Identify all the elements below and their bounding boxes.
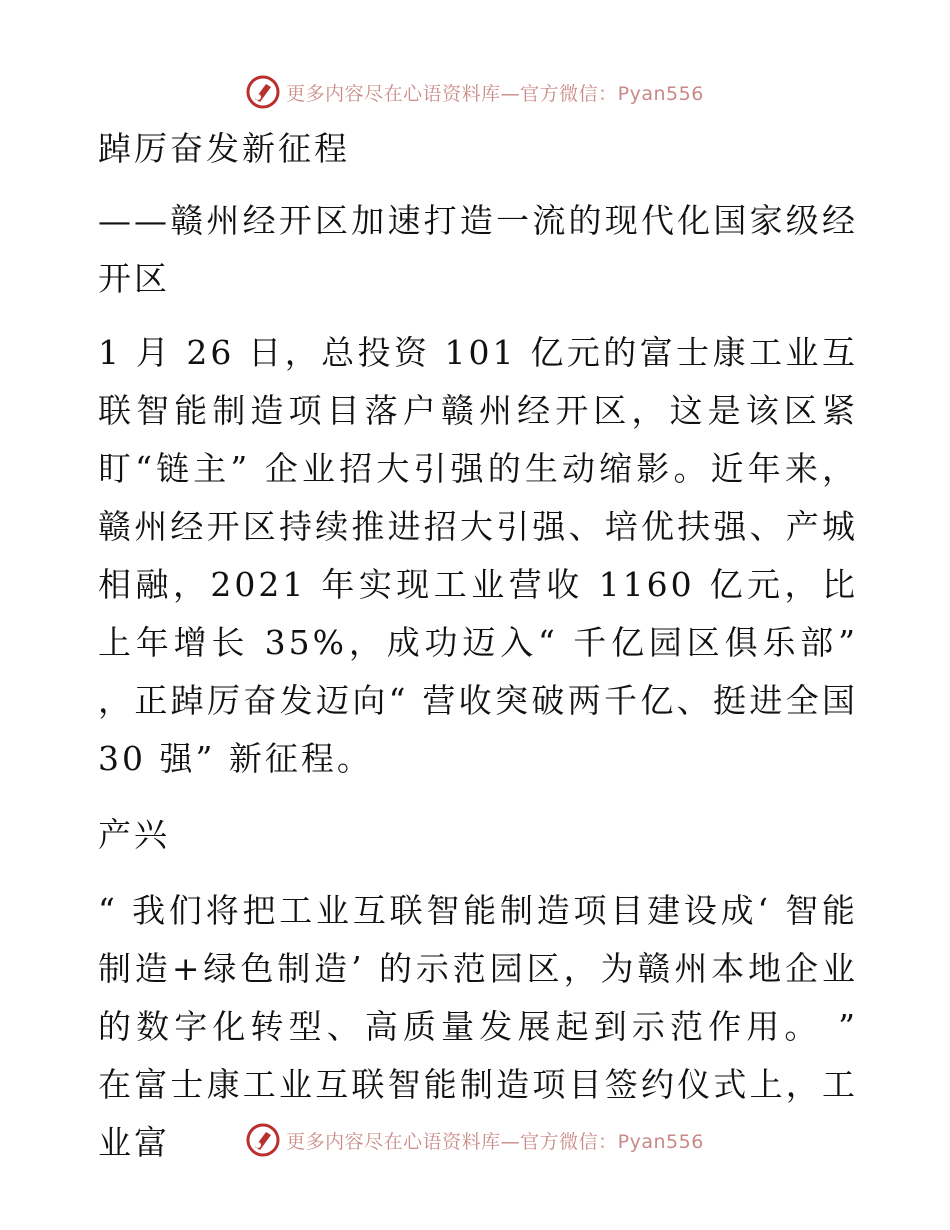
watermark-header: [0, 72, 950, 112]
article-body: [98, 120, 858, 1172]
paragraph: 1 月 26 日，总投资 101 亿元的富士康工业互联智能制造项目落户赣州经开区，这是该区紧盯“链主” 企业招大引强的生动缩影。近年来，赣州经开区持续推进招大引强、培优扶强、产城相融，2021 年实现工业营收 1160 亿元，比上年增长 35%，成功迈入“ 千亿园区俱乐部” ，正踔厉奋发迈向“ 营收突破两千亿、挺进全国 30 强” 新征程。: [98, 333, 858, 778]
logo-icon: [246, 75, 280, 109]
logo-icon: [246, 1123, 280, 1157]
article-title: 踔厉奋发新征程: [98, 129, 350, 168]
section-heading: 产兴: [98, 815, 170, 854]
watermark-footer: [0, 1120, 950, 1160]
paragraph: “ 我们将把工业互联智能制造项目建设成‘ 智能制造+绿色制造’ 的示范园区，为赣州本地企业的数字化转型、高质量发展起到示范作用。 ” 在富士康工业互联智能制造项目签约仪式上，工业富: [98, 891, 858, 1162]
article-subtitle: ——赣州经开区加速打造一流的现代化国家级经开区: [98, 201, 858, 298]
watermark-text: 更多内容尽在心语资料库—官方微信：Pyan556: [286, 82, 704, 105]
watermark-text: 更多内容尽在心语资料库—官方微信：Pyan556: [286, 1130, 704, 1153]
